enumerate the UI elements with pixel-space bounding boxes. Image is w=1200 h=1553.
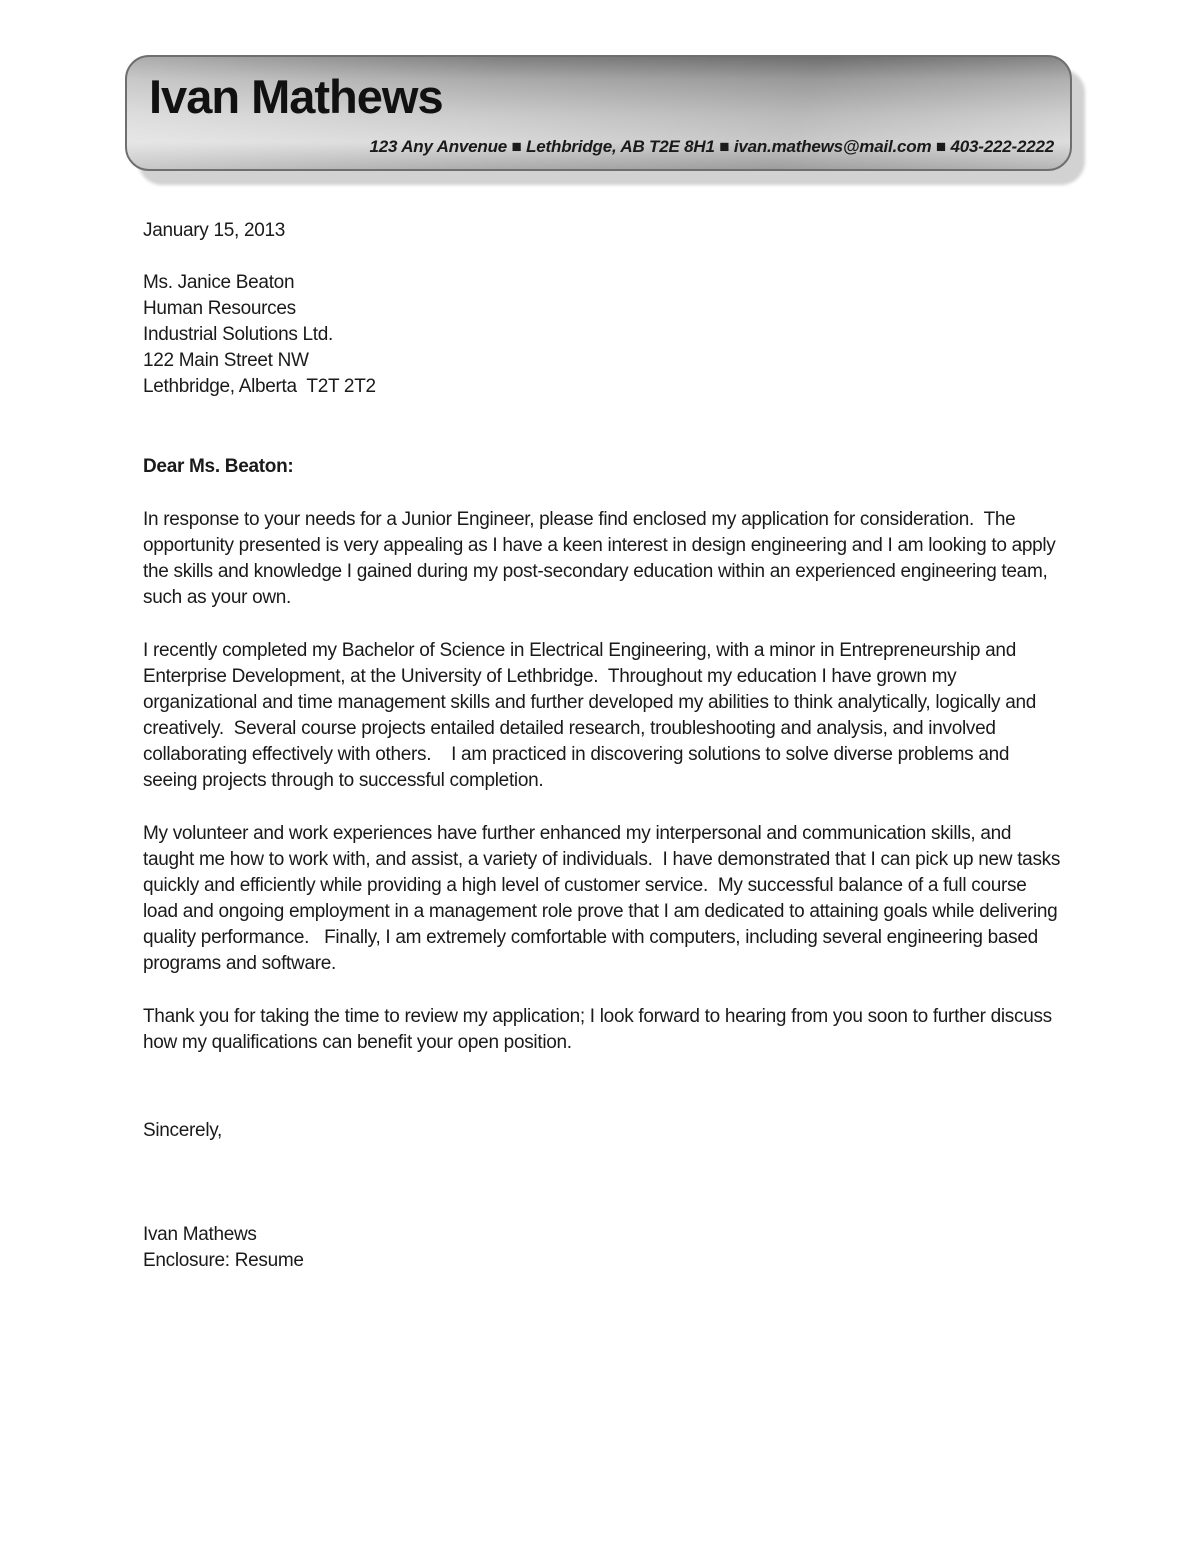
closing: Sincerely, bbox=[143, 1120, 223, 1141]
letter-date: January 15, 2013 bbox=[143, 220, 286, 241]
header-contact-line: 123 Any Anvenue ■ Lethbridge, AB T2E 8H1 ■ ivan.mathews@mail.com ■ 403-222-2222 bbox=[369, 137, 1054, 156]
signature-name: Ivan Mathews bbox=[143, 1224, 257, 1245]
recipient-name: Ms. Janice Beaton bbox=[143, 272, 295, 293]
recipient-address bbox=[143, 270, 1063, 400]
recipient-street: 122 Main Street NW bbox=[143, 350, 309, 371]
letter-body bbox=[143, 218, 1066, 1274]
recipient-city: Lethbridge, Alberta T2T 2T2 bbox=[143, 376, 376, 397]
header-plaque bbox=[125, 55, 1072, 171]
header-name: Ivan Mathews bbox=[149, 70, 443, 123]
recipient-company: Industrial Solutions Ltd. bbox=[143, 324, 334, 345]
paragraph-thanks: Thank you for taking the time to review my application; I look forward to hearing from you soon to further discuss how my qualifications can benefit your open position. bbox=[143, 1006, 1057, 1053]
paragraph-intro: In response to your needs for a Junior Engineer, please find enclosed my application for consideration. The opportunity presented is very appealing as I have a keen interest in design engineering and I am looking to apply the skills and knowledge I gained during my post-secondary education within an experienced engineering team, such as your own. bbox=[143, 509, 1061, 608]
paragraph-education: I recently completed my Bachelor of Science in Electrical Engineering, with a minor in Entrepreneurship and Enterprise Development, at the University of Lethbridge. Throughout my education I have grown my organizational and time management skills and further developed my abilities to think analytically, logically and creatively. Several course projects entailed detailed research, troubleshooting and analysis, and involved collaborating effectively with others. I am practiced in discovering solutions to solve diverse problems and seeing projects through to successful completion. bbox=[143, 640, 1042, 791]
recipient-dept: Human Resources bbox=[143, 298, 296, 319]
enclosure-note: Enclosure: Resume bbox=[143, 1250, 304, 1271]
paragraph-experience: My volunteer and work experiences have further enhanced my interpersonal and communication skills, and taught me how to work with, and assist, a variety of individuals. I have demonstrated that I can pick up new tasks quickly and efficiently while providing a high level of customer service. My successful balance of a full course load and ongoing employment in a management role prove that I am dedicated to attaining goals while delivering quality performance. Finally, I am extremely comfortable with computers, including several engineering based programs and software. bbox=[143, 823, 1066, 974]
salutation: Dear Ms. Beaton: bbox=[143, 456, 294, 477]
signature-block bbox=[143, 1222, 1063, 1274]
